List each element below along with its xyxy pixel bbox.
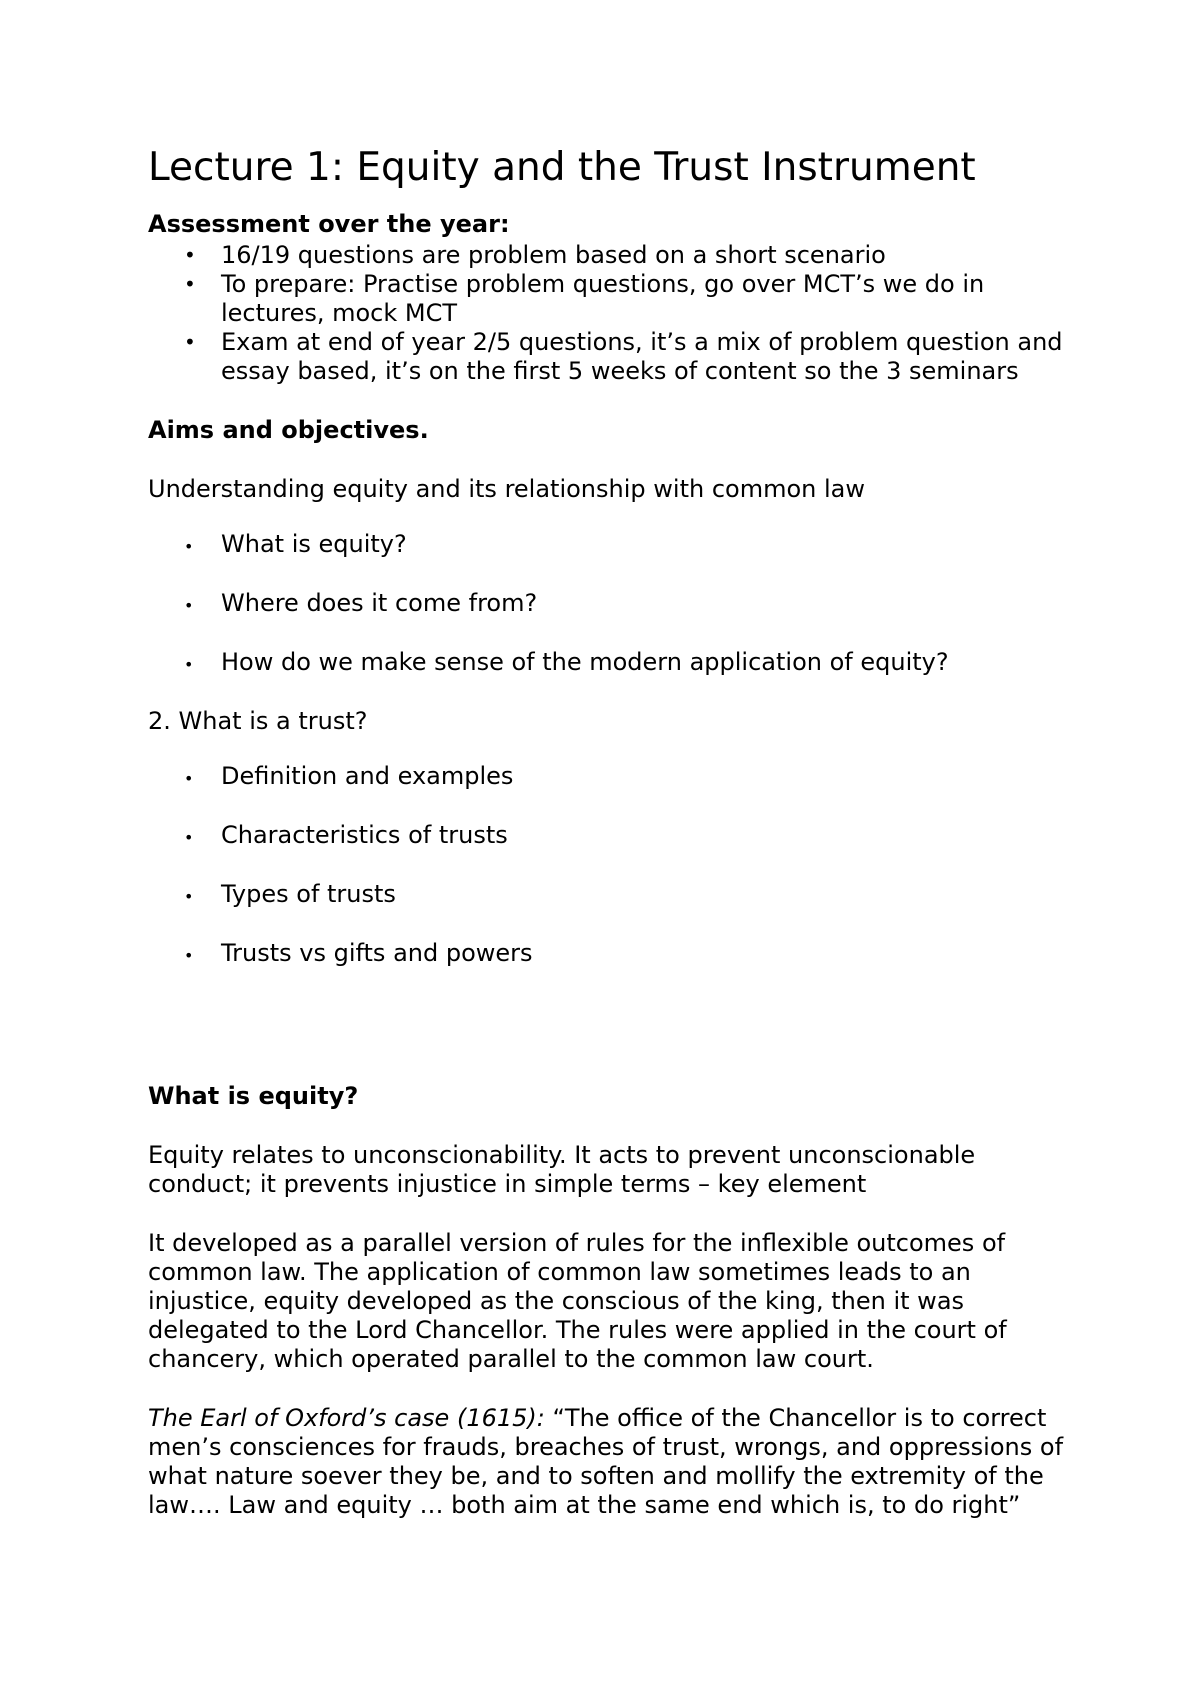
assessment-heading: Assessment over the year:: [148, 210, 510, 238]
bullet-icon: •: [184, 243, 196, 267]
list-item: • Characteristics of trusts: [221, 821, 1078, 850]
equity-paragraph-2: It developed as a parallel version of rules for the inflexible outcomes of common law. The application of common law sometimes leads to an injustice, equity developed as the conscious of the king, then it was delegated to the Lord Chancellor. The rules were applied in the court of chancery, which operated parallel to the common law court.: [148, 1229, 1007, 1373]
document-content: [148, 140, 1078, 1520]
bullet-icon: •: [184, 596, 194, 615]
list-item: • Trusts vs gifts and powers: [221, 939, 1078, 968]
trust-topics-list: [148, 762, 1078, 968]
bullet-icon: •: [184, 769, 194, 788]
case-name: The Earl of Oxford’s case (1615):: [148, 1404, 545, 1432]
what-is-equity-heading: What is equity?: [148, 1082, 359, 1110]
list-item: • Where does it come from?: [221, 589, 1078, 618]
aims-heading: Aims and objectives.: [148, 416, 429, 444]
list-item: • 16/19 questions are problem based on a short scenario: [184, 241, 886, 269]
list-item: • Definition and examples: [221, 762, 1078, 791]
assessment-list: [148, 241, 1078, 386]
case-quote: “The office of the Chancellor is to correct men’s consciences for frauds, breaches of trust, wrongs, and oppressions of what nature soever they be, and to soften and mollify the extremity of the law…. Law and equity … both aim at the same end which is, to do right”: [148, 1404, 1064, 1519]
list-item: • To prepare: Practise problem questions, go over MCT’s we do in lectures, mock MCT: [184, 270, 985, 327]
bullet-icon: •: [184, 272, 196, 296]
bullet-icon: •: [184, 828, 194, 847]
bullet-icon: •: [184, 655, 194, 674]
bullet-icon: •: [184, 946, 194, 965]
equity-questions-list: [148, 530, 1078, 677]
bullet-icon: •: [184, 330, 196, 354]
list-item: • How do we make sense of the modern application of equity?: [221, 648, 1078, 677]
trust-intro: 2. What is a trust?: [148, 707, 368, 735]
page-title: Lecture 1: Equity and the Trust Instrument: [148, 145, 976, 190]
list-item: • Types of trusts: [221, 880, 1078, 909]
aims-intro: Understanding equity and its relationship with common law: [148, 475, 865, 503]
list-item: • Exam at end of year 2/5 questions, it’s a mix of problem question and essay based, it’s on the first 5 weeks of content so the 3 seminars: [184, 328, 1063, 385]
equity-paragraph-1: Equity relates to unconscionability. It acts to prevent unconscionable conduct; it prevents injustice in simple terms – key element: [148, 1141, 976, 1198]
list-item: • What is equity?: [221, 530, 1078, 559]
bullet-icon: •: [184, 887, 194, 906]
bullet-icon: •: [184, 537, 194, 556]
case-quote-paragraph: [148, 1404, 1078, 1520]
